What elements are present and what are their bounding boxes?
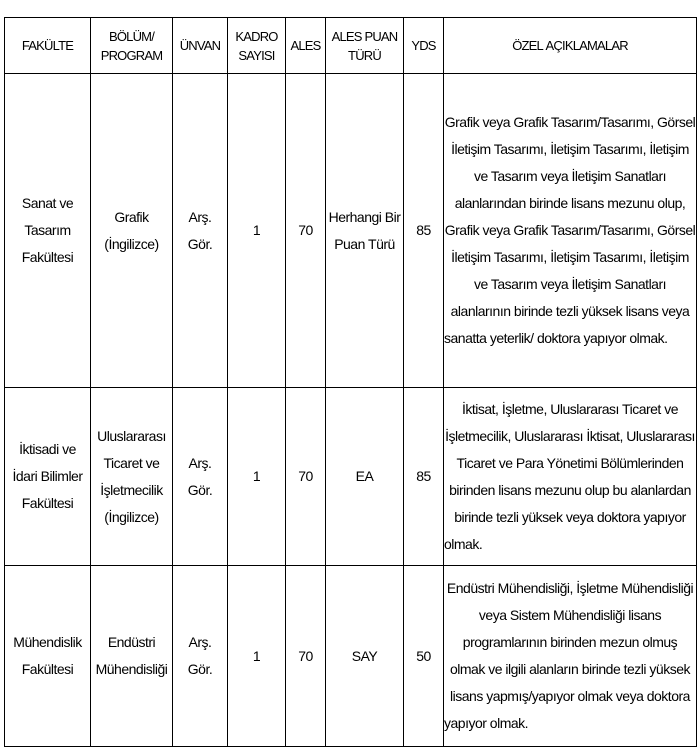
header-ales-puan: ALES PUAN TÜRÜ [326, 18, 404, 74]
cell-bolum: Endüstri Mühendisliği [91, 566, 173, 747]
cell-kadro: 1 [228, 566, 286, 747]
cell-unvan: Arş. Gör. [173, 388, 228, 566]
cell-bolum: Uluslararası Ticaret ve İşletmecilik (İngilizce) [91, 388, 173, 566]
cell-ales: 70 [286, 74, 326, 388]
cell-kadro: 1 [228, 74, 286, 388]
header-bolum: BÖLÜM/ PROGRAM [91, 18, 173, 74]
header-row [5, 18, 697, 74]
cell-unvan: Arş. Gör. [173, 74, 228, 388]
cell-yds: 50 [404, 566, 444, 747]
header-ales: ALES [286, 18, 326, 74]
table-row [5, 388, 697, 566]
cell-fakulte: Mühendislik Fakültesi [5, 566, 91, 747]
cell-puan-turu: EA [326, 388, 404, 566]
cell-yds: 85 [404, 74, 444, 388]
cell-fakulte: Sanat ve Tasarım Fakültesi [5, 74, 91, 388]
cell-aciklama: Endüstri Mühendisliği, İşletme Mühendisliği veya Sistem Mühendisliği lisans programlarının birinden mezun olmuş olmak ve ilgili alanların birinde tezli yüksek lisans yapmış/yapıyor olmak veya doktora yapıyor olmak. [444, 566, 697, 747]
cell-puan-turu: SAY [326, 566, 404, 747]
header-fakulte: FAKÜLTE [5, 18, 91, 74]
cell-yds: 85 [404, 388, 444, 566]
positions-table [4, 17, 697, 747]
cell-ales: 70 [286, 388, 326, 566]
header-unvan: ÜNVAN [173, 18, 228, 74]
cell-fakulte: İktisadi ve İdari Bilimler Fakültesi [5, 388, 91, 566]
cell-kadro: 1 [228, 388, 286, 566]
cell-ales: 70 [286, 566, 326, 747]
header-ozel-aciklamalar: ÖZEL AÇIKLAMALAR [444, 18, 697, 74]
header-kadro: KADRO SAYISI [228, 18, 286, 74]
cell-bolum: Grafik (İngilizce) [91, 74, 173, 388]
cell-aciklama: İktisat, İşletme, Uluslararası Ticaret ve İşletmecilik, Uluslararası İktisat, Uluslararası Ticaret ve Para Yönetimi Bölümlerinden birinden lisans mezunu olup bu alanlardan birinde tezli yüksek veya doktora yapıyor olmak. [444, 388, 697, 566]
header-yds: YDS [404, 18, 444, 74]
table-row [5, 74, 697, 388]
cell-puan-turu: Herhangi Bir Puan Türü [326, 74, 404, 388]
cell-unvan: Arş. Gör. [173, 566, 228, 747]
table-row [5, 566, 697, 747]
cell-aciklama: Grafik veya Grafik Tasarım/Tasarımı, Görsel İletişim Tasarımı, İletişim Tasarımı, İletişim ve Tasarım veya İletişim Sanatları alanlarından birinde lisans mezunu olup, Grafik veya Grafik Tasarım/Tasarımı, Görsel İletişim Tasarımı, İletişim Tasarımı, İletişim ve Tasarım veya İletişim Sanatları alanlarının birinde tezli yüksek lisans veya sanatta yeterlik/ doktora yapıyor olmak. [444, 74, 697, 388]
